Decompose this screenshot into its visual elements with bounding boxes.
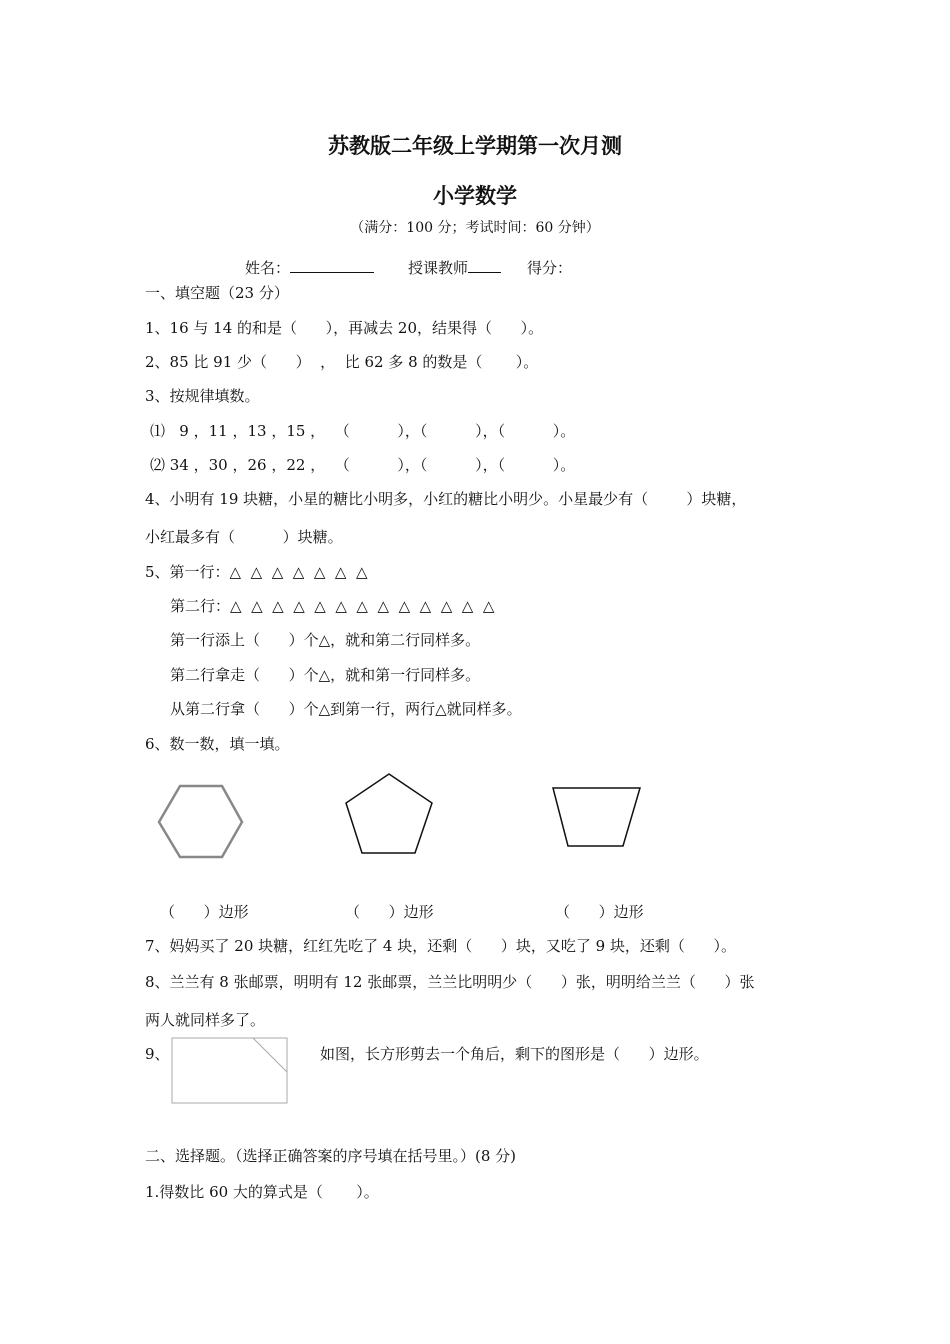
teacher-blank[interactable] [468,258,501,273]
name-label: 姓名： [245,259,291,277]
shape-answer-1: （ ）边形 [160,903,249,921]
student-info-row [245,258,572,278]
score-label: 得分： [527,259,573,277]
question-8-line2: 两人就同样多了。 [145,1011,266,1029]
section2-heading: 二、选择题。（选择正确答案的序号填在括号里。）(8 分) [145,1147,517,1165]
question-4-line2: 小红最多有（ ）块糖。 [145,528,343,546]
page-title: 苏教版二年级上学期第一次月测 [328,134,622,158]
page-subtitle: 小学数学 [433,184,517,208]
shape-answer-3: （ ）边形 [555,903,644,921]
question-6: 6、数一数，填一填。 [145,735,290,753]
exam-info: （满分：100 分；考试时间：60 分钟） [350,220,600,236]
question-3: 3、按规律填数。 [145,387,260,405]
question-4-line1: 4、小明有 19 块糖，小星的糖比小明多，小红的糖比小明少。小星最少有（ ）块糖， [145,490,747,508]
question-3a: ⑴ 9 ，11 ，13 ，15 ， （ ），（ ），（ ）。 [150,422,576,440]
question-5a: 第一行添上（ ）个△，就和第二行同样多。 [170,631,481,649]
question-5-row2: 第二行：△ △ △ △ △ △ △ △ △ △ △ △ △ [170,597,495,615]
section1-heading: 一、填空题（23 分） [145,284,289,302]
question-1: 1、16 与 14 的和是（ ），再减去 20，结果得（ ）。 [145,319,544,337]
question-8-line1: 8、兰兰有 8 张邮票，明明有 12 张邮票，兰兰比明明少（ ）张，明明给兰兰（ ）张 [145,973,755,991]
section2-question-1: 1.得数比 60 大的算式是（ ）。 [145,1183,379,1201]
cut-rectangle-figure [171,1037,289,1105]
hexagon-figure [150,780,250,864]
question-5c: 从第二行拿（ ）个△到第一行，两行△就同样多。 [170,700,522,718]
question-5-row1: 5、第一行：△ △ △ △ △ △ △ [145,563,368,581]
trapezoid-figure [550,782,645,852]
question-7: 7、妈妈买了 20 块糖，红红先吃了 4 块，还剩（ ）块，又吃了 9 块，还剩（ ）。 [145,937,737,955]
question-5b: 第二行拿走（ ）个△，就和第一行同样多。 [170,666,481,684]
name-blank[interactable] [290,258,374,273]
question-2: 2、85 比 91 少（ ） ， 比 62 多 8 的数是（ ）。 [145,353,539,371]
question-9-number: 9、 [145,1045,170,1063]
question-9-text: 如图，长方形剪去一个角后，剩下的图形是（ ）边形。 [320,1045,709,1063]
shape-answer-2: （ ）边形 [345,903,434,921]
question-3b: ⑵ 34 ，30 ，26 ，22 ， （ ），（ ），（ ）。 [150,456,576,474]
teacher-label: 授课教师 [408,259,469,277]
pentagon-figure [340,770,440,862]
